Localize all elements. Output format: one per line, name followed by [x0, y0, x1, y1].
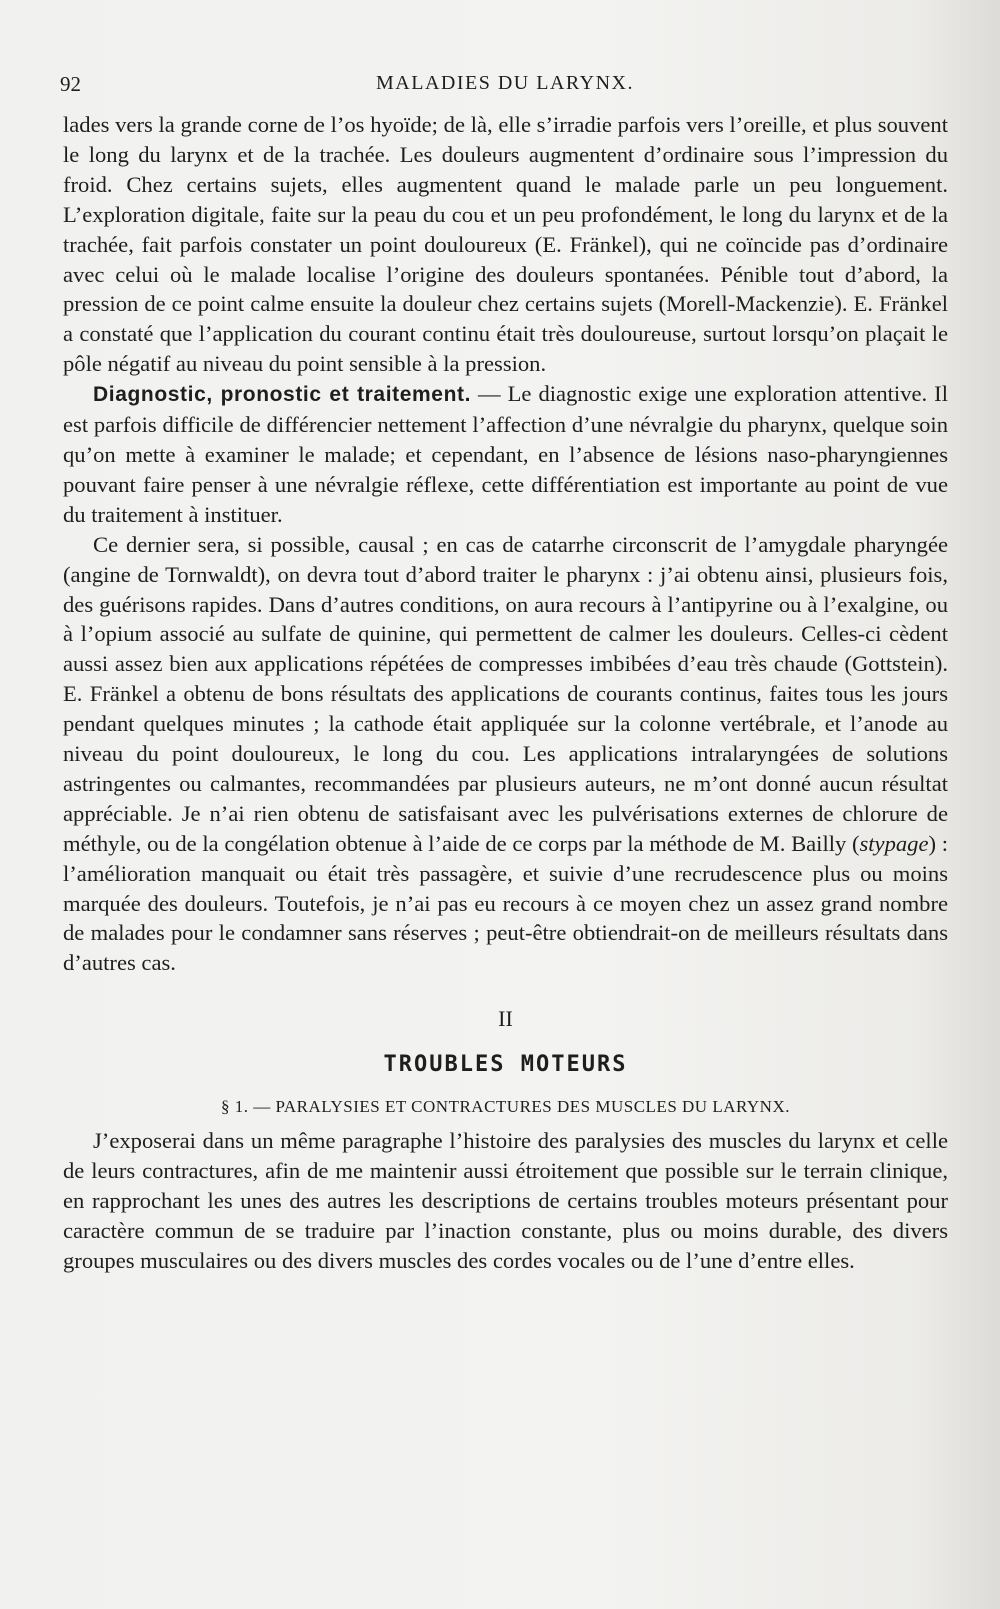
section-run-in-heading: Diagnostic, pronostic et traitement.	[93, 383, 472, 407]
chapter-title: TROUBLES MOTEURS	[383, 1052, 628, 1078]
page-number: 92	[60, 72, 81, 96]
paragraph-continuation: lades vers la grande corne de l’os hyoïde; de là, elle s’irradie parfois vers l’oreille, et plus souvent le long du larynx et de la trachée. Les douleurs augmentent d’ordinaire sous l’impression du froid. Chez certains sujets, elles augmentent quand le malade parle un peu longuement. L’exploration digitale, faite sur la peau du cou et un peu profondément, le long du larynx et de la trachée, fait parfois constater un point douloureux (E. Fränkel), qui ne coïncide pas d’ordinaire avec celui où le malade localise l’origine des douleurs spontanées. Pénible tout d’abord, la pression de ce point calme ensuite la douleur chez certains sujets (Morell-Mackenzie). E. Fränkel a constaté que l’application du courant continu était très douloureuse, surtout lorsqu’on plaçait le pôle négatif au niveau du point sensible à la pression.	[63, 112, 948, 377]
page-body	[63, 110, 948, 1276]
italic-term: stypage	[859, 830, 929, 856]
paragraph-treatment-text-b: ) : l’amélioration manquait ou était très passagère, et suivie d’une recrudescence plus ou moins marquée des douleurs. Toutefois, je n’ai pas eu recours à ce moyen chez un assez grand nombre de malades pour le condamner sans réserves ; peut-être obtiendrait-on de meilleurs résultats dans d’autres cas.	[63, 830, 948, 976]
page-header	[60, 72, 950, 100]
section-heading: § 1. — PARALYSIES ET CONTRACTURES DES MUSCLES DU LARYNX.	[221, 1097, 790, 1117]
paragraph-treatment	[63, 530, 948, 979]
running-title: MALADIES DU LARYNX.	[376, 72, 634, 94]
chapter-number: II	[498, 1006, 513, 1032]
paragraph-diagnostic-text: — Le diagnostic exige une exploration attentive. Il est parfois difficile de différencier nettement l’affection d’une névralgie du pharynx, quelque soin qu’on mette à examiner le malade; et cependant, en l’absence de lésions naso-pharyngiennes pouvant faire penser à une névralgie réflexe, cette différentiation est importante au point de vue du traitement à instituer.	[63, 381, 948, 527]
paragraph-treatment-text-a: Ce dernier sera, si possible, causal ; en cas de catarrhe circonscrit de l’amygdale pharyngée (angine de Tornwaldt), on devra tout d’abord traiter le pharynx : j’ai obtenu ainsi, plusieurs fois, des guérisons rapides. Dans d’autres conditions, on aura recours à l’antipyrine ou à l’exalgine, ou à l’opium associé au sulfate de quinine, qui permettent de calmer les douleurs. Celles-ci cèdent aussi assez bien aux applications répétées de compresses imbibées d’eau très chaude (Gottstein). E. Fränkel a obtenu de bons résultats des applications de courants continus, faites tous les jours pendant quelques minutes ; la cathode était appliquée sur la colonne vertébrale, et l’anode au niveau du point douloureux, le long du cou. Les applications intralaryngées de solutions astringentes ou calmantes, recommandées par plusieurs auteurs, ne m’ont donné aucun résultat appréciable. Je n’ai rien obtenu de satisfaisant avec les pulvérisations externes de chlorure de méthyle, ou de la congélation obtenue à l’aide de ce corps par la méthode de M. Bailly (	[63, 531, 948, 856]
paragraph-paralysies: J’exposerai dans un même paragraphe l’histoire des paralysies des muscles du larynx et celle de leurs contractures, afin de me maintenir aussi étroitement que possible sur le terrain clinique, en rapprochant les unes des autres les descriptions de certains troubles moteurs présentant pour caractère commun de se traduire par l’inaction constante, plus ou moins durable, des divers groupes musculaires ou des divers muscles des cordes vocales ou de l’une d’entre elles.	[63, 1128, 948, 1273]
paragraph-diagnostic	[63, 379, 948, 530]
